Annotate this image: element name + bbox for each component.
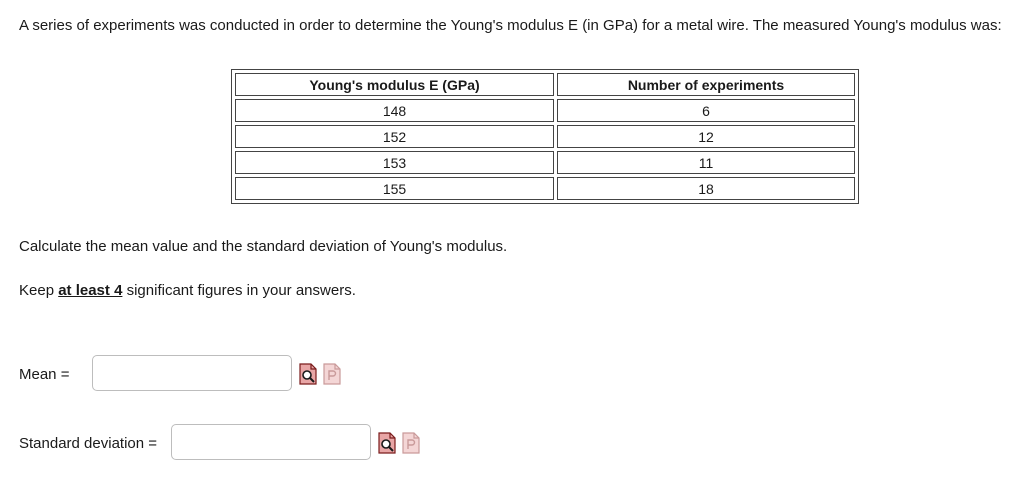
preview-magnifier-icon[interactable]: [299, 363, 317, 385]
table-row: [235, 177, 855, 200]
column-header-experiments: Number of experiments: [557, 73, 855, 96]
cell-modulus: 153: [235, 151, 554, 174]
question-intro: A series of experiments was conducted in order to determine the Young's modulus E (in GPa) for a metal wire. The measured Young's modulus was:: [19, 17, 1002, 34]
mean-input[interactable]: [92, 355, 292, 391]
sigfig-prefix: Keep: [19, 282, 59, 299]
cell-experiments: 11: [557, 151, 855, 174]
table-row: [235, 99, 855, 122]
document-p-icon[interactable]: [323, 363, 341, 385]
std-dev-input[interactable]: [171, 424, 371, 460]
table-row: [235, 151, 855, 174]
table-header-row: [235, 73, 855, 96]
document-p-icon[interactable]: [402, 432, 420, 454]
mean-label: Mean =: [19, 366, 70, 383]
cell-modulus: 152: [235, 125, 554, 148]
preview-magnifier-icon[interactable]: [378, 432, 396, 454]
cell-modulus: 155: [235, 177, 554, 200]
column-header-modulus: Young's modulus E (GPa): [235, 73, 554, 96]
cell-experiments: 12: [557, 125, 855, 148]
instruction-text: Calculate the mean value and the standard deviation of Young's modulus.: [19, 238, 508, 255]
sigfig-emphasis: at least 4: [58, 282, 123, 299]
cell-experiments: 6: [557, 99, 855, 122]
sigfig-suffix: significant figures in your answers.: [122, 282, 356, 299]
table-row: [235, 125, 855, 148]
std-dev-label: Standard deviation =: [19, 435, 158, 452]
cell-experiments: 18: [557, 177, 855, 200]
modulus-data-table: [231, 69, 859, 204]
sigfig-note: [19, 282, 356, 299]
cell-modulus: 148: [235, 99, 554, 122]
